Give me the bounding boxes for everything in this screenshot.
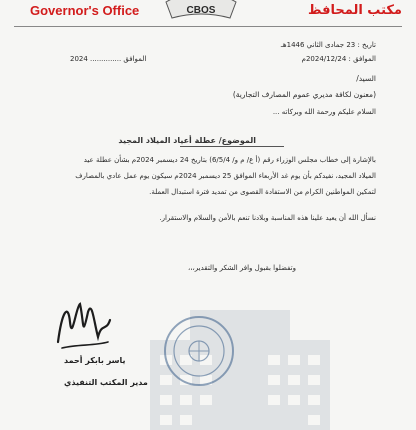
date-hijri: تاريخ : 23 جمادى الثاني 1446هـ: [280, 41, 376, 49]
signatory-name: ياسر بابكر أحمد: [64, 356, 126, 365]
greeting: السلام عليكم ورحمة الله وبركاته ...: [272, 108, 376, 116]
date-left: الموافق .............. 2024: [70, 55, 147, 63]
addressee: (معنون لكافة مديري عموم المصارف التجارية): [232, 90, 376, 99]
office-title-en: Governor's Office: [30, 3, 140, 18]
salutation: السيد/: [356, 74, 376, 83]
logo-text: CBOS: [186, 5, 216, 16]
handwritten-signature: [48, 292, 118, 362]
cbos-logo: [160, 0, 242, 22]
subject-underline: [180, 146, 284, 147]
header-divider: [14, 26, 402, 27]
office-title-ar: مكتب المحافظ: [308, 3, 402, 18]
body-paragraph-line: بالإشارة إلى خطاب مجلس الوزراء رقم (أ ع/ م و/ 6/5/4) بتاريخ 24 ديسمبر 2024م بشأن عطلة عيد: [83, 156, 376, 164]
subject-line: الموضوع/ عطلة أعياد الميلاد المجيد: [118, 136, 256, 145]
date-gregorian: الموافق : 2024/12/24م: [301, 55, 376, 63]
closing-line: وتفضلوا بقبول وافر الشكر والتقدير،،،: [188, 264, 296, 272]
body-paragraph-line: الميلاد المجيد، نفيدكم بأن يوم غد الأربعاء الموافق 25 ديسمبر 2024م سيكون يوم عمل عادي بالمصارف: [75, 172, 376, 180]
signatory-title: مدير المكتب التنفيذي: [64, 378, 148, 387]
official-stamp: [160, 312, 238, 390]
body-paragraph-line: لتمكين المواطنين الكرام من الاستفادة القصوى من تمديد فترة استبدال العملة.: [149, 188, 376, 196]
body-paragraph-line: نسأل الله أن يعيد علينا هذه المناسبة وبلادنا تنعم بالأمن والسلام والاستقرار.: [159, 214, 376, 222]
